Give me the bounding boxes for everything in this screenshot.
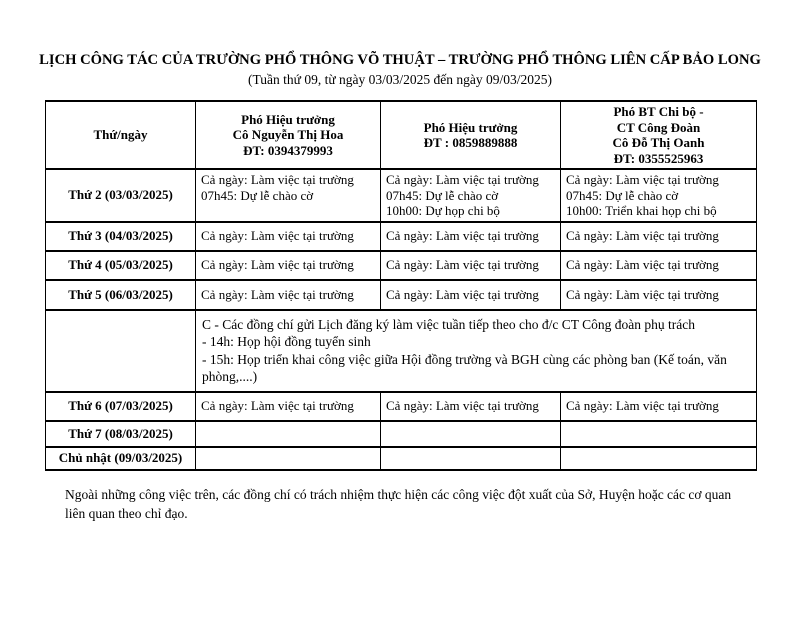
schedule-cell: Cả ngày: Làm việc tại trường — [381, 251, 561, 280]
schedule-cell: Cả ngày: Làm việc tại trường — [561, 392, 757, 421]
schedule-cell — [196, 169, 381, 222]
schedule-cell: Cả ngày: Làm việc tại trường — [561, 251, 757, 280]
table-row-thursday — [46, 280, 757, 310]
day-cell: Thứ 4 (05/03/2025) — [46, 251, 196, 280]
header-line: Phó BT Chi bộ - — [613, 104, 704, 119]
header-line: ĐT : 0859889888 — [423, 135, 518, 150]
header-line: Cô Đỗ Thị Oanh — [612, 135, 705, 150]
day-cell-empty — [46, 310, 196, 392]
schedule-line: Cả ngày: Làm việc tại trường — [201, 172, 354, 187]
footer-note: Ngoài những công việc trên, các đồng chí có trách nhiệm thực hiện các công việc đột xuất của Sở, Huyện hoặc các cơ quan liên quan theo chỉ đạo. — [65, 486, 732, 521]
schedule-cell-empty — [561, 447, 757, 470]
day-cell: Thứ 6 (07/03/2025) — [46, 392, 196, 421]
schedule-line: 10h00: Dự họp chi bộ — [386, 203, 500, 218]
schedule-cell — [561, 169, 757, 222]
table-row-wednesday — [46, 251, 757, 280]
header-line: Cô Nguyễn Thị Hoa — [232, 127, 344, 143]
header-vice-principal-hoa — [196, 101, 381, 169]
day-cell: Chủ nhật (09/03/2025) — [46, 447, 196, 470]
schedule-cell: Cả ngày: Làm việc tại trường — [381, 392, 561, 421]
table-row-saturday — [46, 421, 757, 447]
schedule-cell — [381, 169, 561, 222]
day-cell: Thứ 3 (04/03/2025) — [46, 222, 196, 251]
table-row-tuesday — [46, 222, 757, 251]
schedule-line: 07h45: Dự lễ chào cờ — [201, 187, 314, 203]
table-row-monday — [46, 169, 757, 222]
header-vice-principal-2 — [381, 101, 561, 169]
schedule-cell: Cả ngày: Làm việc tại trường — [196, 392, 381, 421]
schedule-cell-empty — [381, 421, 561, 447]
table-header-row — [46, 101, 757, 169]
schedule-line: Cả ngày: Làm việc tại trường — [566, 172, 719, 187]
work-schedule-table — [45, 100, 757, 471]
table-row-notes — [46, 310, 757, 392]
schedule-cell: Cả ngày: Làm việc tại trường — [196, 280, 381, 310]
day-cell: Thứ 2 (03/03/2025) — [46, 169, 196, 222]
table-row-friday — [46, 392, 757, 421]
schedule-cell: Cả ngày: Làm việc tại trường — [196, 251, 381, 280]
day-cell: Thứ 7 (08/03/2025) — [46, 421, 196, 447]
schedule-cell: Cả ngày: Làm việc tại trường — [561, 280, 757, 310]
schedule-cell-empty — [381, 447, 561, 470]
schedule-line: 10h00: Triển khai họp chi bộ — [566, 203, 717, 218]
schedule-line: 07h45: Dự lễ chào cờ — [386, 187, 499, 203]
header-day-column: Thứ/ngày — [46, 101, 196, 169]
schedule-cell-empty — [196, 447, 381, 470]
schedule-line: 07h45: Dự lễ chào cờ — [566, 187, 679, 203]
header-line: Phó Hiệu trưởng — [241, 111, 335, 127]
schedule-cell-empty — [561, 421, 757, 447]
schedule-line: Cả ngày: Làm việc tại trường — [386, 172, 539, 187]
header-line: ĐT: 0394379993 — [243, 142, 333, 158]
notes-cell — [196, 310, 757, 392]
header-party-union-oanh — [561, 101, 757, 169]
schedule-cell: Cả ngày: Làm việc tại trường — [381, 280, 561, 310]
notes-line: - 14h: Họp hội đồng tuyển sinh — [202, 334, 371, 349]
schedule-cell: Cả ngày: Làm việc tại trường — [561, 222, 757, 251]
schedule-cell: Cả ngày: Làm việc tại trường — [381, 222, 561, 251]
notes-line: C - Các đồng chí gửi Lịch đăng ký làm việc tuần tiếp theo cho đ/c CT Công đoàn phụ trách — [202, 316, 695, 332]
document-subtitle: (Tuần thứ 09, từ ngày 03/03/2025 đến ngày 09/03/2025) — [248, 72, 552, 87]
header-line: ĐT: 0355525963 — [613, 150, 704, 166]
header-line: CT Công Đoàn — [616, 119, 701, 135]
header-line: Phó Hiệu trưởng — [423, 119, 518, 135]
notes-line: - 15h: Họp triển khai công việc giữa Hội đồng trường và BGH cùng các phòng ban (Kế toán, văn phòng,....) — [202, 351, 727, 384]
day-cell: Thứ 5 (06/03/2025) — [46, 280, 196, 310]
document-title: LỊCH CÔNG TÁC CỦA TRƯỜNG PHỔ THÔNG VÕ THUẬT – TRƯỜNG PHỔ THÔNG LIÊN CẤP BẢO LONG — [39, 52, 761, 68]
table-row-sunday — [46, 447, 757, 470]
schedule-cell-empty — [196, 421, 381, 447]
schedule-cell: Cả ngày: Làm việc tại trường — [196, 222, 381, 251]
